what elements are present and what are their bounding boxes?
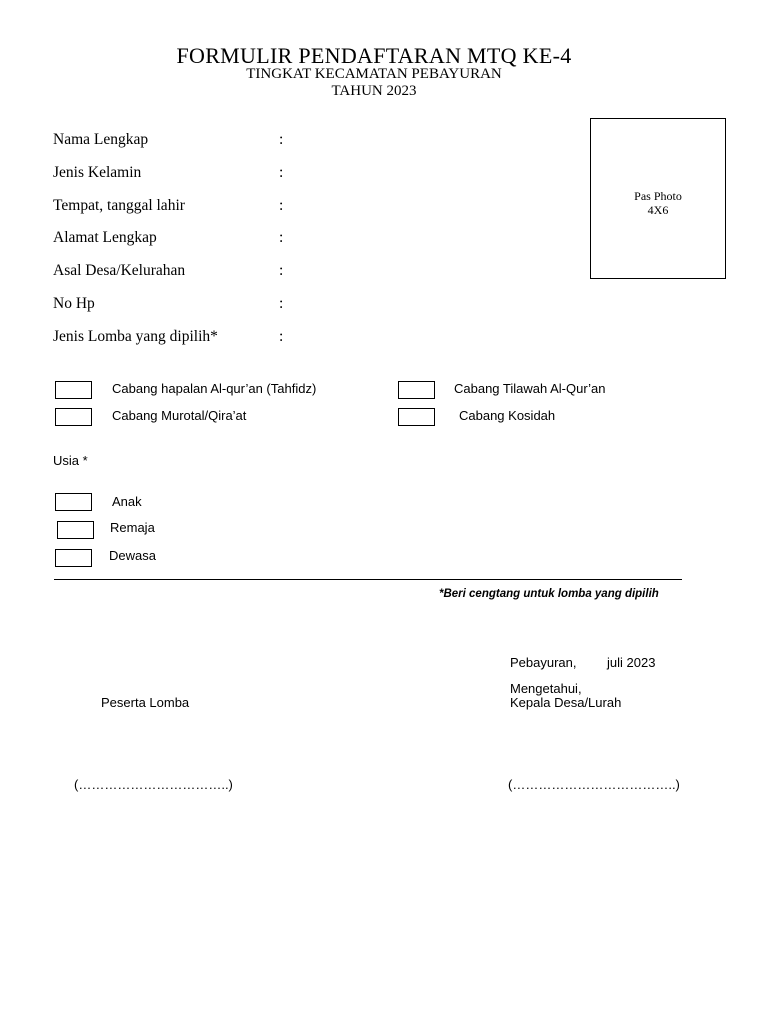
form-subtitle: TINGKAT KECAMATAN PEBAYURAN: [246, 66, 502, 82]
checkbox-tahfidz[interactable]: [55, 381, 92, 399]
checkbox-dewasa[interactable]: [55, 549, 92, 567]
field-label-tempat-tanggal-lahir: Tempat, tanggal lahir: [53, 197, 185, 214]
field-colon-nama: :: [279, 131, 284, 148]
field-label-asal-desa: Asal Desa/Kelurahan: [53, 262, 186, 279]
form-title: FORMULIR PENDAFTARAN MTQ KE-4: [176, 43, 572, 68]
signature-acknowledged: Mengetahui,: [510, 681, 582, 696]
signature-participant-blank: (……………………………..): [74, 777, 233, 792]
section-divider: [54, 579, 682, 580]
field-colon-jenis-kelamin: :: [279, 164, 284, 181]
field-label-no-hp: No Hp: [53, 295, 95, 312]
field-colon-tempat-tanggal-lahir: :: [279, 197, 284, 214]
field-label-alamat: Alamat Lengkap: [53, 229, 157, 246]
signature-head-blank: (………………………………..): [508, 777, 680, 792]
option-label-murotal: Cabang Murotal/Qira’at: [112, 408, 247, 423]
field-colon-no-hp: :: [279, 295, 284, 312]
age-option-dewasa: Dewasa: [109, 548, 156, 563]
option-label-kosidah: Cabang Kosidah: [459, 408, 556, 423]
photo-size: 4X6: [647, 203, 669, 217]
checkbox-murotal[interactable]: [55, 408, 92, 426]
checkbox-kosidah[interactable]: [398, 408, 435, 426]
age-option-anak: Anak: [112, 494, 142, 509]
signature-place: Pebayuran,: [510, 655, 577, 670]
field-label-jenis-kelamin: Jenis Kelamin: [53, 164, 142, 181]
field-label-jenis-lomba: Jenis Lomba yang dipilih*: [53, 328, 218, 345]
form-year: TAHUN 2023: [331, 83, 417, 99]
photo-label: Pas Photo: [634, 189, 682, 203]
checkbox-remaja[interactable]: [57, 521, 94, 539]
checkbox-tilawah[interactable]: [398, 381, 435, 399]
signature-head-title: Kepala Desa/Lurah: [510, 695, 622, 710]
field-label-nama: Nama Lengkap: [53, 131, 149, 148]
field-colon-alamat: :: [279, 229, 284, 246]
checkbox-anak[interactable]: [55, 493, 92, 511]
photo-placeholder: [590, 118, 726, 279]
age-option-remaja: Remaja: [110, 520, 155, 535]
signature-participant-title: Peserta Lomba: [101, 695, 190, 710]
signature-date: juli 2023: [607, 655, 656, 670]
field-colon-jenis-lomba: :: [279, 328, 284, 345]
selection-note: *Beri cengtang untuk lomba yang dipilih: [439, 588, 659, 600]
option-label-tahfidz: Cabang hapalan Al-qur’an (Tahfidz): [112, 381, 317, 396]
field-colon-asal-desa: :: [279, 262, 284, 279]
option-label-tilawah: Cabang Tilawah Al-Qur’an: [454, 381, 606, 396]
age-label: Usia *: [53, 453, 88, 468]
